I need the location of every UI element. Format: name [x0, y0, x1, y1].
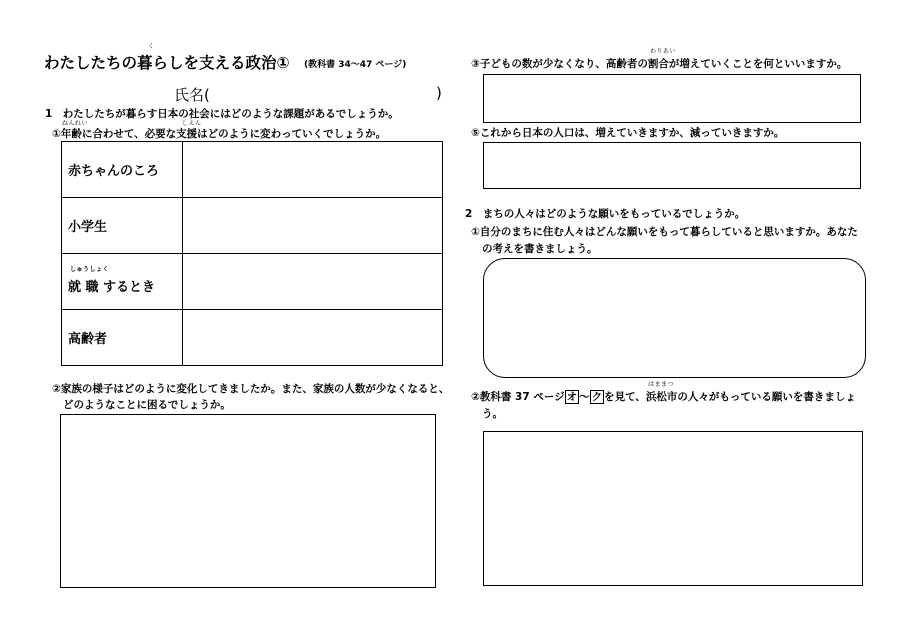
support-table [61, 141, 443, 366]
answer-cell[interactable] [183, 198, 443, 254]
section1-question-2-line2: どのようなことに困るでしょうか。 [63, 399, 231, 411]
row-label: 小学生 [62, 198, 183, 254]
question-5: ⑤これから日本の人口は、増えていきますか、減っていきますか。 [471, 127, 785, 139]
row-label: 赤ちゃんのころ [62, 142, 183, 198]
row-label: しゅうしょく 就 職 するとき [62, 254, 183, 310]
answer-box-wishes[interactable] [483, 258, 866, 378]
section2-question-1-line2: の考えを書きましょう。 [482, 243, 598, 255]
title-ruby: く [148, 43, 155, 50]
textbook-reference: (教科書 34～47 ページ) [304, 60, 407, 70]
section2-question-2-line2: う。 [482, 408, 503, 420]
table-row [62, 142, 443, 198]
boxed-label: オ [566, 391, 578, 403]
section2-heading: 2 まちの人々はどのような願いをもっているでしょうか。 [465, 208, 746, 220]
answer-box-hamamatsu[interactable] [483, 431, 863, 586]
ruby-ratio: わりあい [650, 48, 677, 55]
section2-question-2-line1: ②教科書 37 ページ オ ～ ク を見て、浜松市の人々がもっている願いを書きましょ [471, 391, 856, 403]
row-ruby: しゅうしょく [70, 266, 110, 273]
answer-box-family[interactable] [60, 414, 436, 588]
section1-heading: 1 わたしたちが暮らす日本の社会にはどのような課題があるでしょうか。 [45, 108, 399, 120]
answer-cell[interactable] [183, 142, 443, 198]
section1-question-1: ①年齢に合わせて、必要な支援はどのように変わっていくでしょうか。 [52, 128, 387, 140]
answer-cell[interactable] [183, 310, 443, 366]
ruby-hamamatsu: はままつ [648, 381, 675, 388]
row-label: 高齢者 [62, 310, 183, 366]
answer-box-aging[interactable] [483, 74, 861, 123]
boxed-label: ク [591, 391, 603, 403]
answer-box-population[interactable] [483, 142, 861, 189]
section2-question-1-line1: ①自分のまちに住む人々はどんな願いをもって暮らしていると思いますか。あなた [471, 226, 858, 238]
table-row [62, 198, 443, 254]
ruby-support: しえん [182, 120, 202, 127]
name-close-paren: ) [436, 84, 442, 102]
page-title: わたしたちの暮らしを支える政治① [44, 54, 290, 72]
name-label: 氏名( [174, 86, 210, 104]
table-row [62, 254, 443, 310]
table-row [62, 310, 443, 366]
ruby-age: ねんれい [62, 120, 89, 127]
question-3: ③子どもの数が少なくなり、高齢者の割合が増えていくことを何といいますか。 [471, 58, 848, 70]
answer-cell[interactable] [183, 254, 443, 310]
section1-question-2-line1: ②家族の様子はどのように変化してきましたか。また、家族の人数が少なくなると、 [52, 383, 450, 395]
